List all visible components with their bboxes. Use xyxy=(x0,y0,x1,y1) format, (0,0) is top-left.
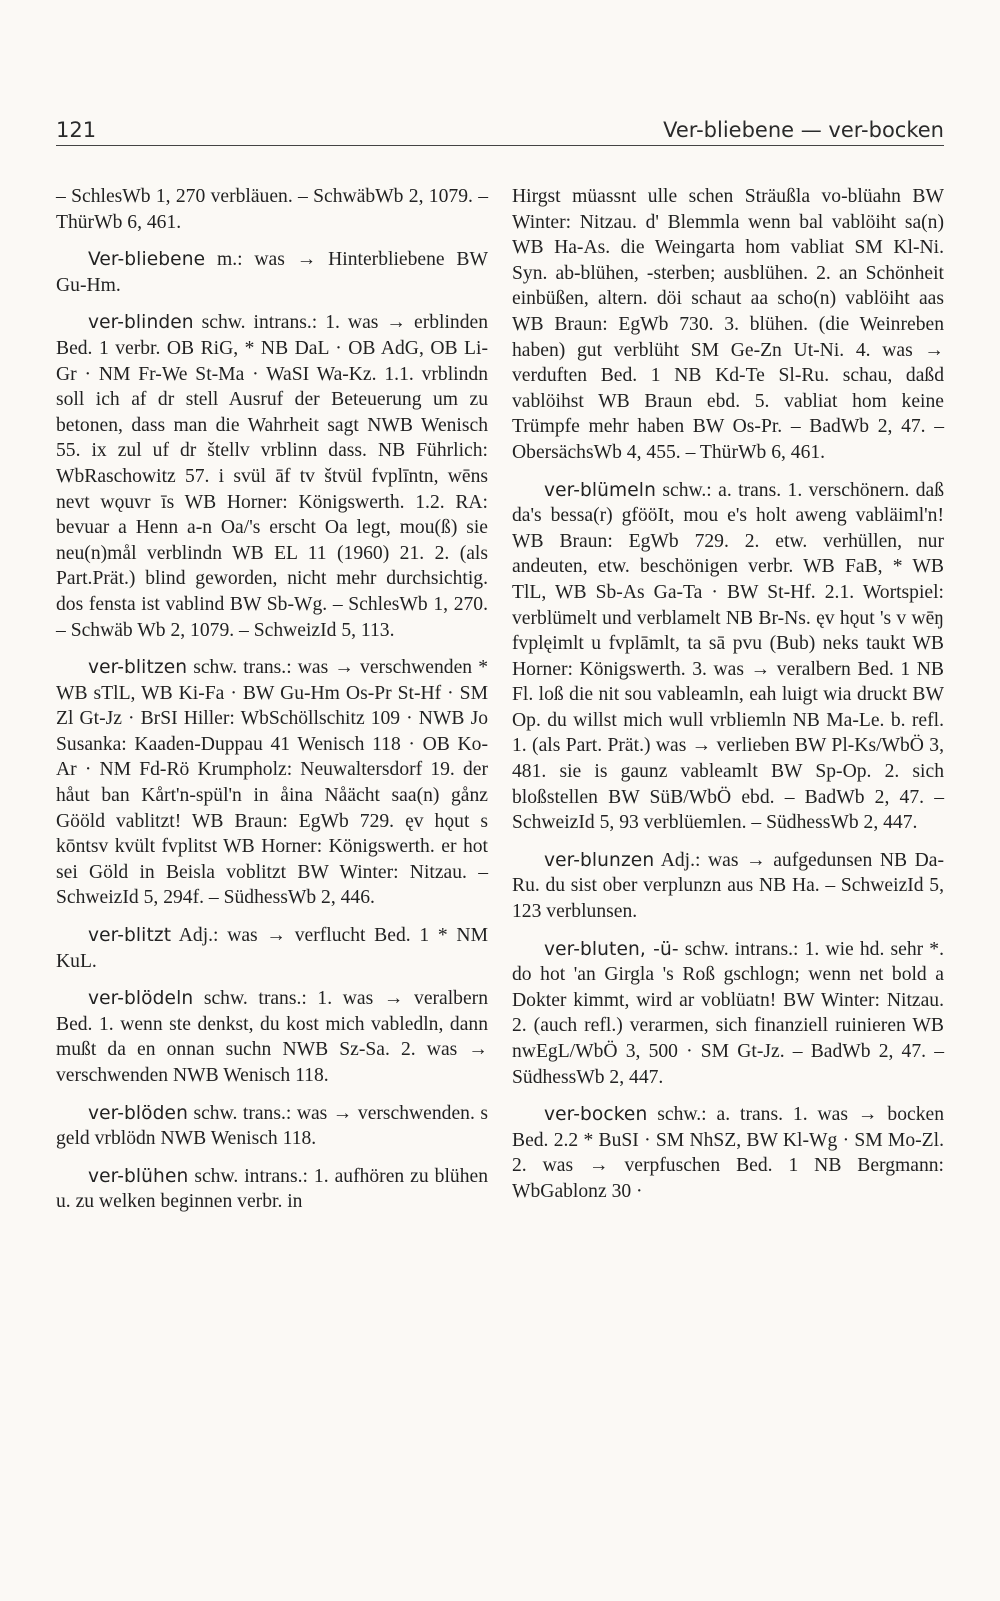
entry-lemma: ver-blödeln xyxy=(88,988,194,1010)
dictionary-entry xyxy=(512,1102,944,1204)
dictionary-entry xyxy=(56,1101,488,1152)
entry-text: schw. trans.: was → verschwenden * WB sTlL, WB Ki-Fa · BW Gu-Hm Os-Pr St-Hf · SM Zl Gt-Jz · BrSI Hiller: WbSchöllschitz 109 · NWB Jo Susanka: Kaaden-Duppau 41 Wenisch 118 · OB Ko-Ar · NM Fd-Rö Krumpholz: Neuwaltersdorf 19. der håut ban Kårt'n-spül'n in åina Nåächt saa(n) gånz Gööld vablitzt! WB Braun: EgWb 729. ęv hǫut s kōntsv kvült fvplitst WB Horner: Königswerth. er hot sei Göld in Beisla voblitzt BW Winter: Nitzau. – SchweizId 5, 294f. – SüdhessWb 2, 446. xyxy=(56,657,488,909)
page-number: 121 xyxy=(56,118,97,142)
entry-text: schw. intrans.: 1. wie hd. sehr *. do hot 'an Girgla 's Roß gschlogn; wenn net bold a Dokter kimmt, wird ar voblüatn! BW Winter: Nitzau. 2. (auch refl.) verarmen, sich finanziell ruinieren WB nwEgL/WbÖ 3, 500 · SM Gt-Jz. – BadWb 2, 47. – SüdhessWb 2, 447. xyxy=(512,938,944,1088)
entry-lemma: Ver-bliebene xyxy=(88,249,206,271)
entry-text: schw. intrans.: 1. was → erblinden Bed. 1 verbr. OB RiG, * NB DaL · OB AdG, OB Li-Gr · NM Fr-We St-Ma · WaSI Wa-Kz. 1.1. vrblindn soll ich af dr stell Ausruf der Beteuerung um zu betonen, dass man die Wahrheit sagt NWB Wenisch 55. ix zul uf dr štellv vrblinn dass. NB Führlich: WbRaschowitz 57. i svül āf tv štvül fvplīntn, wēns nevt wǫuvr īs WB Horner: Königswerth. 1.2. RA: bevuar a Henn a-n Oa/'s erscht Oa legt, mou(ß) sie neu(n)mål verblindn WB EL 11 (1960) 21. 2. (als Part.Prät.) blind geworden, nicht mehr durchsichtig. dos fensta ist vablind BW Sb-Wg. – SchlesWb 1, 270. – Schwäb Wb 2, 1079. – SchweizId 5, 113. xyxy=(56,312,488,641)
dictionary-entry xyxy=(56,247,488,298)
dictionary-entry xyxy=(56,1164,488,1215)
dictionary-entry xyxy=(56,655,488,911)
dictionary-entry xyxy=(512,937,944,1091)
dictionary-entry xyxy=(512,848,944,925)
entry-lemma: ver-bocken xyxy=(544,1104,648,1126)
entry-text: Adj.: was → verflucht Bed. 1 * NM KuL. xyxy=(56,925,488,972)
two-column-body xyxy=(56,184,944,1227)
dictionary-page xyxy=(56,118,944,1213)
entry-lemma: ver-blitzen xyxy=(88,657,188,679)
entry-text: schw. trans.: 1. was → veralbern Bed. 1. wenn ste denkst, du kost mich vabledln, dann mußt da en onnan suchn NWB Sz-Sa. 2. was → verschwenden NWB Wenisch 118. xyxy=(56,988,488,1086)
entry-text: – SchlesWb 1, 270 verbläuen. – SchwäbWb 2, 1079. – ThürWb 6, 461. xyxy=(56,186,488,233)
entry-text: m.: was → Hinterbliebene BW Gu-Hm. xyxy=(56,249,488,296)
entry-lemma: ver-blunzen xyxy=(544,849,655,871)
entry-text: Hirgst müassnt ulle schen Sträußla vo-blüahn BW Winter: Nitzau. d' Blemmla wenn bal vablöiht sa(n) WB Ha-As. die Weingarta hom vabliat SM Kl-Ni. Syn. ab-blühen, -sterben; ausblühen. 2. an Schönheit einbüßen, altern. döi schaut aa scho(n) vablöiht aas WB Braun: EgWb 730. 3. blühen. (die Weinreben haben) gut verblüht SM Ge-Zn Ut-Ni. 4. was → verduften Bed. 1 NB Kd-Te Sl-Ru. schau, daßd vablöihst WB Braun ebd. 5. vabliat hom keine Trümpfe mehr haben BW Os-Pr. – BadWb 2, 47. – ObersächsWb 4, 455. – ThürWb 6, 461. xyxy=(512,186,944,463)
entry-lemma: ver-blitzt xyxy=(88,925,172,947)
entry-lemma: ver-bluten, -ü- xyxy=(544,938,679,960)
dictionary-entry xyxy=(56,923,488,974)
entry-lemma: ver-blinden xyxy=(88,312,194,334)
entry-lemma: ver-blümeln xyxy=(544,479,656,501)
entry-text: schw. trans.: was → verschwenden. s geld vrblödn NWB Wenisch 118. xyxy=(56,1102,488,1150)
dictionary-entry xyxy=(56,184,488,235)
page-header xyxy=(56,118,944,146)
right-column xyxy=(512,184,944,1227)
dictionary-entry xyxy=(512,184,944,466)
entry-text: Adj.: was → aufgedunsen NB Da-Ru. du sist ober verplunzn aus NB Ha. – SchweizId 5, 123 verblunsen. xyxy=(512,849,944,923)
entry-text: schw. intrans.: 1. aufhören zu blühen u. zu welken beginnen verbr. in xyxy=(56,1165,488,1213)
dictionary-entry xyxy=(512,478,944,836)
dictionary-entry xyxy=(56,986,488,1088)
entry-lemma: ver-blöden xyxy=(88,1102,188,1124)
entry-lemma: ver-blühen xyxy=(88,1165,189,1187)
running-title: Ver-bliebene — ver-bocken xyxy=(663,118,944,142)
entry-text: schw.: a. trans. 1. was → bocken Bed. 2.2 * BuSI · SM NhSZ, BW Kl-Wg · SM Mo-Zl. 2. was → verpfuschen Bed. 1 NB Bergmann: WbGablonz 30 · xyxy=(512,1104,944,1202)
left-column xyxy=(56,184,488,1227)
entry-text: schw.: a. trans. 1. verschönern. daß da's bessa(r) gfööIt, mou e's holt aweng vabläiml'n! WB Braun: EgWb 729. 2. etw. verhüllen, nur andeuten, etw. beschönigen verbr. WB FaB, * WB TlL, WB Sb-As Ga-Ta · BW St-Hf. 2.1. Wortspiel: verblümelt und verblamelt NB Br-Ns. ęv hǫut 's v wēŋ fvplęimlt u fvplāmlt, ta sā pvu (Bub) neks taukt WB Horner: Königswerth. 3. was → veralbern Bed. 1 NB Fl. loß die nit sou vableamln, eah luigt wia druckt BW Op. du willst mich wull vrbliemln NB Ma-Le. b. refl. 1. (als Part. Prät.) was → verlieben BW Pl-Ks/WbÖ 3, 481. sie is gaunz vableamlt BW Sp-Op. 2. sich bloßstellen BW SüB/WbÖ ebd. – BadWb 2, 47. – SchweizId 5, 93 verblüemlen. – SüdhessWb 2, 447. xyxy=(512,479,944,834)
dictionary-entry xyxy=(56,310,488,643)
